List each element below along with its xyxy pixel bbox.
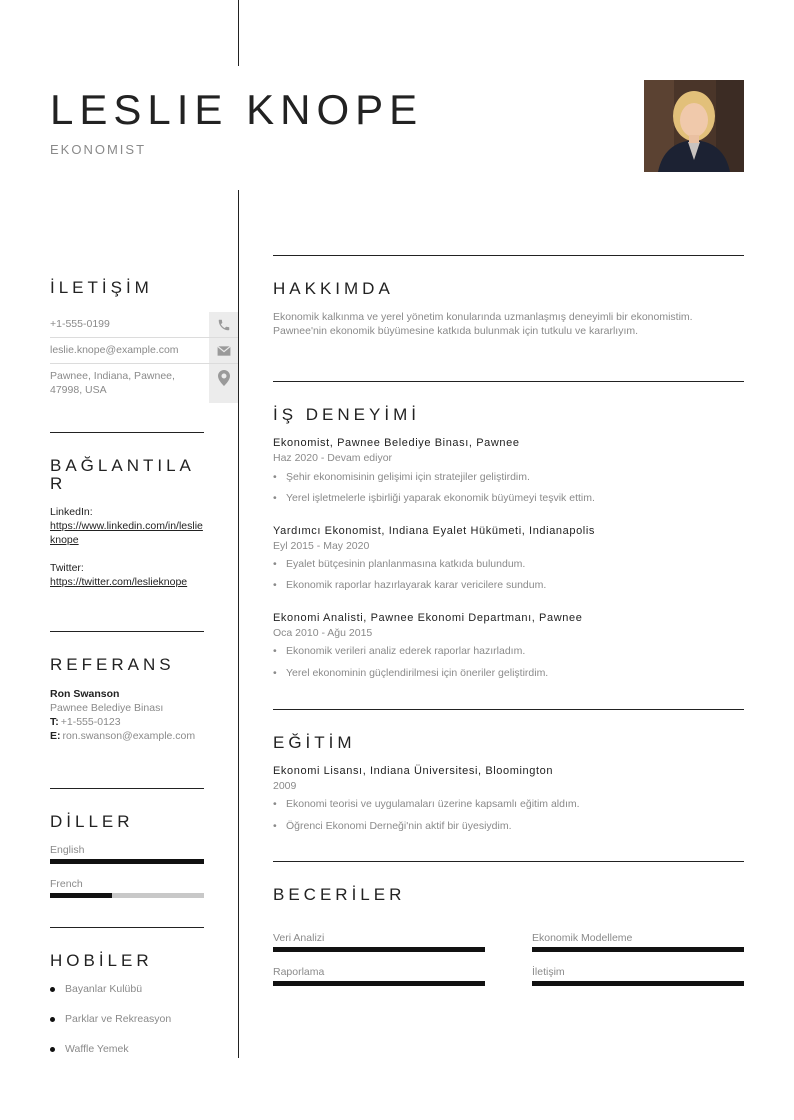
contact-heading: İLETİŞİM <box>50 278 153 297</box>
portrait-image <box>644 80 744 172</box>
divider <box>50 788 204 789</box>
skill-level-bar <box>273 981 485 986</box>
divider <box>273 381 744 382</box>
education-bullet: • Ekonomi teorisi ve uygulamaları üzerine kapsamlı eğitim aldım. <box>273 798 580 810</box>
links-heading-line1: BAĞLANTILA <box>50 456 195 475</box>
candidate-title: EKONOMIST <box>50 142 147 157</box>
reference-phone[interactable]: +1-555-0123 <box>60 716 121 728</box>
reference-phone-label: T: <box>50 716 59 728</box>
job-date: Haz 2020 - Devam ediyor <box>273 452 393 464</box>
skill-label: Veri Analizi <box>273 932 325 944</box>
reference-block <box>50 687 204 743</box>
contact-phone[interactable]: +1-555-0199 <box>50 318 110 330</box>
education-title: Ekonomi Lisansı, Indiana Üniversitesi, Bloomington <box>273 765 554 777</box>
reference-phone-row <box>50 715 204 729</box>
candidate-name: LESLIE KNOPE <box>50 86 424 133</box>
skill-level-bar <box>532 981 744 986</box>
bullet-dot <box>50 987 55 992</box>
location-pin-icon <box>209 364 238 403</box>
skill-label: Ekonomik Modelleme <box>532 932 633 944</box>
language-level-fill <box>50 893 112 898</box>
contact-address-row <box>50 364 238 403</box>
language-level-fill <box>50 859 204 864</box>
job-bullet: • Eyalet bütçesinin planlanmasına katkıda bulundum. <box>273 558 526 570</box>
skill-level-bar <box>532 947 744 952</box>
contact-email[interactable]: leslie.knope@example.com <box>50 344 179 356</box>
links-heading-line2: R <box>50 474 67 493</box>
phone-icon <box>209 312 238 337</box>
divider <box>273 255 744 256</box>
language-name: French <box>50 878 83 890</box>
contact-list <box>50 312 238 403</box>
contact-email-row <box>50 338 238 364</box>
about-text: Ekonomik kalkınma ve yerel yönetim konularında uzmanlaşmış deneyimli bir ekonomistim. Pawnee'nin ekonomik büyümesine katkıda bulunmak için tutkulu ve kararlıyım. <box>273 311 693 337</box>
reference-name: Ron Swanson <box>50 688 120 700</box>
hobby-label: Bayanlar Kulübü <box>65 983 143 995</box>
about-heading: HAKKIMDA <box>273 279 394 298</box>
education-heading: EĞİTİM <box>273 733 356 752</box>
job-bullet: • Ekonomik raporlar hazırlayarak karar vericilere sundum. <box>273 579 547 591</box>
links-list <box>50 505 204 589</box>
hobby-label: Parklar ve Rekreasyon <box>65 1013 172 1025</box>
bullet-dot <box>50 1047 55 1052</box>
job-date: Eyl 2015 - May 2020 <box>273 540 370 552</box>
divider <box>273 861 744 862</box>
envelope-icon <box>209 338 238 363</box>
divider-vertical-main <box>238 190 239 1058</box>
languages-heading: DİLLER <box>50 812 134 831</box>
reference-heading: REFERANS <box>50 655 175 674</box>
twitter-link[interactable]: https://twitter.com/leslieknope <box>50 576 188 588</box>
hobby-item <box>50 983 142 995</box>
bullet-dot <box>50 1017 55 1022</box>
language-item-english <box>50 844 204 864</box>
skill-label: Raporlama <box>273 966 325 978</box>
education-date: 2009 <box>273 780 297 792</box>
links-heading <box>50 457 195 493</box>
contact-address: Pawnee, Indiana, Pawnee, 47998, USA <box>50 370 175 396</box>
language-item-french <box>50 878 204 898</box>
profile-photo <box>644 80 744 172</box>
divider-vertical-top <box>238 0 239 66</box>
divider <box>273 709 744 710</box>
skill-level-bar <box>273 947 485 952</box>
job-bullet: • Ekonomik verileri analiz ederek raporlar hazırladım. <box>273 645 526 657</box>
linkedin-label: LinkedIn: <box>50 506 93 518</box>
job-bullet: • Şehir ekonomisinin gelişimi için stratejiler geliştirdim. <box>273 471 530 483</box>
divider <box>50 631 204 632</box>
job-title: Ekonomi Analisti, Pawnee Ekonomi Departmanı, Pawnee <box>273 612 583 624</box>
reference-org: Pawnee Belediye Binası <box>50 702 164 714</box>
language-name: English <box>50 844 85 856</box>
language-level-bar <box>50 893 204 898</box>
job-bullet: • Yerel işletmelerle işbirliği yaparak ekonomik büyümeyi teşvik ettim. <box>273 492 595 504</box>
education-bullet: • Öğrenci Ekonomi Derneği'nin aktif bir üyesiydim. <box>273 820 512 832</box>
divider <box>50 927 204 928</box>
reference-email-label: E: <box>50 730 61 742</box>
hobby-item <box>50 1013 171 1025</box>
twitter-label: Twitter: <box>50 562 84 574</box>
skills-heading: BECERİLER <box>273 885 406 904</box>
divider <box>50 432 204 433</box>
linkedin-link[interactable]: https://www.linkedin.com/in/leslieknope <box>50 520 203 546</box>
job-title: Yardımcı Ekonomist, Indiana Eyalet Hükümeti, Indianapolis <box>273 525 595 537</box>
reference-email-row <box>50 729 204 743</box>
hobbies-heading: HOBİLER <box>50 951 153 970</box>
job-bullet: • Yerel ekonominin güçlendirilmesi için öneriler geliştirdim. <box>273 667 549 679</box>
job-date: Oca 2010 - Ağu 2015 <box>273 627 373 639</box>
contact-phone-row <box>50 312 238 338</box>
skill-label: İletişim <box>532 966 565 978</box>
language-level-bar <box>50 859 204 864</box>
hobby-label: Waffle Yemek <box>65 1043 129 1055</box>
reference-email[interactable]: ron.swanson@example.com <box>62 730 196 742</box>
job-title: Ekonomist, Pawnee Belediye Binası, Pawnee <box>273 437 520 449</box>
experience-heading: İŞ DENEYİMİ <box>273 405 420 424</box>
hobby-item <box>50 1043 129 1055</box>
